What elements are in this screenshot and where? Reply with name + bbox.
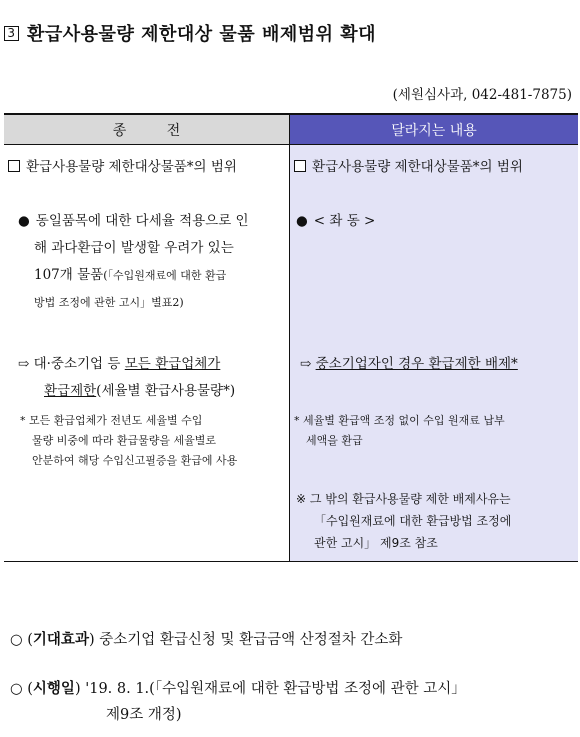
left-arrow-line1b: 모든 환급업체가 [124, 356, 221, 372]
left-row1-text: 환급사용물량 제한대상물품*의 범위 [26, 159, 237, 175]
bullet-dot-icon: ● [296, 213, 308, 229]
left-b1-line2: 해 과다환급이 발생할 우려가 있는 [34, 240, 234, 256]
department-contact: (세원심사과, 042-481-7875) [392, 87, 572, 103]
right-column [289, 115, 578, 561]
left-b1-line1: 동일품목에 대한 다세율 적용으로 인 [35, 213, 249, 229]
right-ref-line1: ※ 그 밖의 환급사용물량 제한 배제사유는 [296, 492, 511, 506]
right-header: 달라지는 내용 [290, 115, 578, 145]
right-note-line1: * 세율별 환급액 조정 없이 수입 원재료 납부 [294, 414, 505, 427]
right-arrow-item [300, 351, 578, 378]
section-title [4, 20, 376, 46]
left-header: 종 전 [4, 115, 289, 145]
bullet-dot-icon: ● [18, 213, 30, 229]
right-row1 [290, 155, 578, 175]
effect-line [10, 628, 402, 649]
checkbox-square-icon [294, 160, 306, 172]
section-number: 3 [4, 26, 19, 41]
left-bullet1 [18, 208, 289, 316]
left-b1-line3a: 107개 물품 [34, 267, 104, 283]
enforce-prefix: ○ ( [10, 681, 33, 697]
right-b1-text: < 좌 동 > [313, 213, 376, 229]
left-arrow-line2a: 환급제한 [44, 383, 97, 399]
right-reference [296, 488, 578, 554]
right-ref-line2: 「수입원재료에 대한 환급방법 조정에 [314, 514, 512, 528]
right-note [294, 411, 578, 451]
left-note-line2: 물량 비중에 따라 환급물량을 세율별로 [32, 434, 217, 447]
right-arrow-prefix: ⇨ [300, 356, 316, 372]
right-row1-text: 환급사용물량 제한대상물품*의 범위 [312, 159, 523, 175]
left-note-line3: 안분하여 해당 수입신고필증을 환급에 사용 [32, 454, 238, 467]
left-column [4, 115, 289, 561]
left-b1-line4: 방법 조정에 관한 고시」별표2) [34, 296, 184, 309]
left-note-line1: * 모든 환급업체가 전년도 세율별 수입 [20, 414, 203, 427]
enforce-line [10, 676, 466, 728]
left-arrow-line2b: (세율별 환급사용물량*) [96, 383, 236, 399]
right-note-line2: 세액을 환급 [306, 434, 363, 447]
enforce-text: '19. 8. 1.(「수입원재료에 대한 환급방법 조정에 관한 고시」 [85, 681, 466, 697]
left-row1 [4, 155, 289, 175]
right-ref-line3: 관한 고시」 제9조 참조 [314, 536, 438, 550]
left-arrow-item [18, 351, 289, 405]
checkbox-square-icon [8, 160, 20, 172]
comparison-table [4, 113, 578, 562]
enforce-label: 시행일 [32, 681, 75, 697]
effect-suffix: ) [88, 632, 95, 648]
effect-text: 중소기업 환급신청 및 환급금액 산정절차 간소화 [99, 632, 403, 648]
effect-prefix: ○ ( [10, 632, 33, 648]
left-arrow-line1a: ⇨ 대·중소기업 등 [18, 356, 125, 372]
section-title-text: 환급사용물량 제한대상 물품 배제범위 확대 [27, 24, 377, 45]
enforce-text2: 제9조 개정) [106, 707, 182, 723]
right-arrow-text: 중소기업자인 경우 환급제한 배제* [315, 356, 518, 372]
left-note [20, 411, 289, 471]
effect-label: 기대효과 [32, 632, 89, 648]
left-b1-line3b: (「수입원재료에 대한 환급 [103, 269, 227, 282]
right-bullet1 [296, 208, 578, 235]
enforce-suffix: ) [74, 681, 81, 697]
